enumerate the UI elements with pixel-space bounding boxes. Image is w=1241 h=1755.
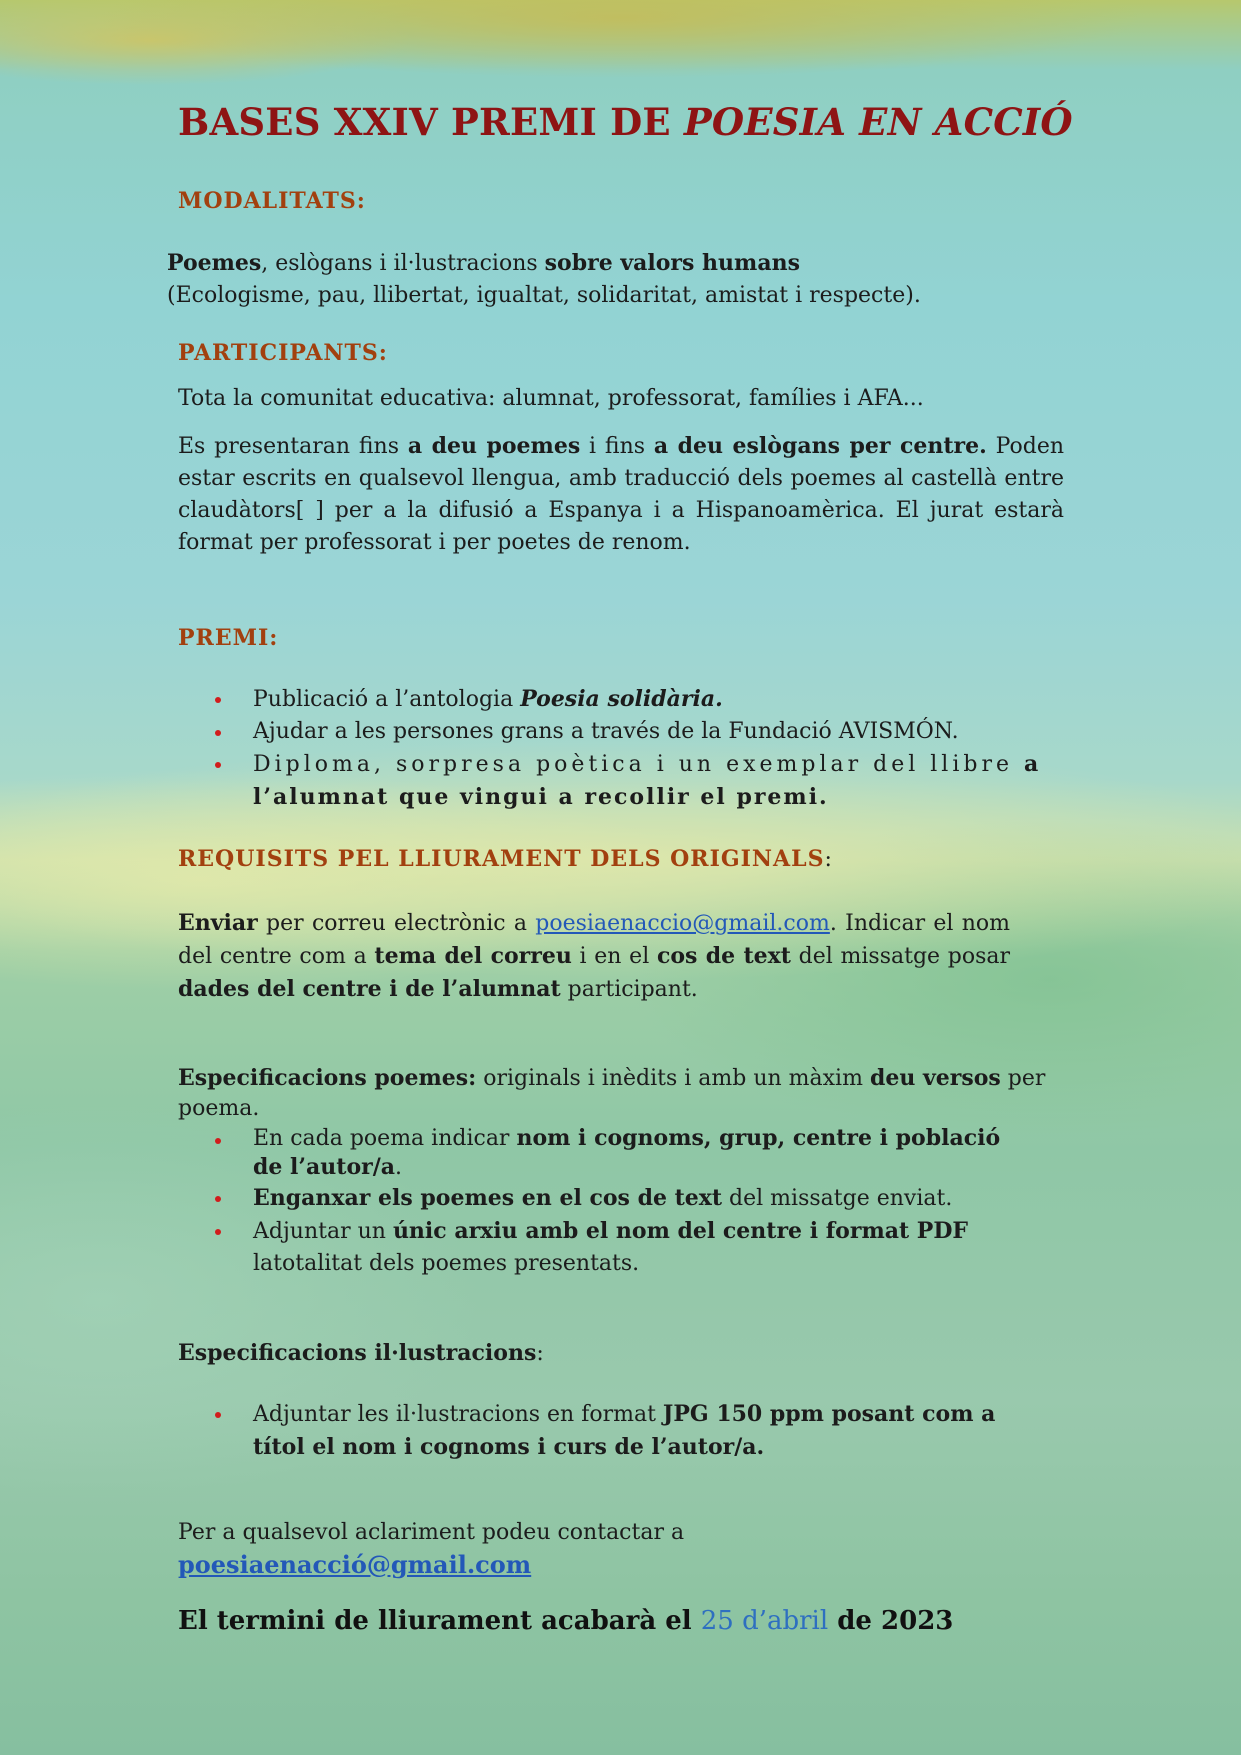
list-item: Diploma, sorpresa poètica i un exemplar del llibre a l’alumnat que vingui a recollir el premi. — [178, 748, 1078, 814]
bullet-icon — [215, 730, 221, 736]
modalitats-text: Poemes, eslògans i il·lustracions sobre valors humans (Ecologisme, pau, llibertat, igualtat, solidaritat, amistat i respecte). — [167, 250, 921, 308]
illustracions-label: Especificacions il·lustracions: — [178, 1340, 544, 1366]
requisits-paragraph: Enviar per correu electrònic a poesiaenaccio@gmail.com. Indicar el nom del centre com a tema del correu i en el cos de text del missatge posar dades del centre i de l’alumnat participant. — [178, 910, 1011, 1002]
participants-paragraph: Es presentaran fins a deu poemes i fins a deu eslògans per centre. Poden estar escrits en qualsevol llengua, amb traducció dels poemes al castellà entre claudàtors[ ] per a la difusió a Espanya i a Hispanoamèrica. El jurat estarà format per professorat i per poetes de renom. — [178, 433, 1065, 555]
title-italic: POESIA EN ACCIÓ — [683, 100, 1073, 144]
contact-email-link[interactable]: poesiaenacció@gmail.com — [178, 1550, 532, 1579]
poemes-spec: Especificacions poemes: originals i inèdits i amb un màxim deu versos per poema. En cada poema indicar nom i cognoms, grup, centre i població de l’autor/a. Enganxar els poemes en el cos de text del missatge enviat. Adjuntar un únic arxiu amb el nom del centre i format PDF latotalitat dels poemes presentats. — [178, 1063, 1058, 1280]
heading-requisits: REQUISITS PEL LLIURAMENT DELS ORIGINALS: — [178, 846, 833, 872]
title-main: BASES XXIV PREMI DE — [178, 100, 684, 144]
bullet-icon — [215, 762, 221, 768]
heading-premi: PREMI: — [178, 625, 279, 651]
list-item: Ajudar a les persones grans a través de la Fundació AVISMÓN. — [178, 716, 1078, 748]
list-item: Publicació a l’antologia Poesia solidària. — [178, 683, 1078, 716]
bullet-icon — [215, 1412, 221, 1418]
bullet-icon — [215, 1196, 221, 1202]
list-item: Enganxar els poemes en el cos de text del missatge enviat. — [178, 1182, 1058, 1215]
list-item: En cada poema indicar nom i cognoms, grup, centre i població de l’autor/a. — [178, 1124, 1058, 1182]
list-item: Adjuntar un únic arxiu amb el nom del centre i format PDF latotalitat dels poemes presentats. — [178, 1215, 1058, 1280]
email-link[interactable]: poesiaenaccio@gmail.com — [535, 911, 830, 936]
deadline: El termini de lliurament acabarà el 25 d’abril de 2023 — [178, 1606, 954, 1636]
contact: Per a qualsevol aclariment podeu contactar a poesiaenacció@gmail.com — [178, 1520, 685, 1579]
bullet-icon — [215, 1229, 221, 1235]
heading-participants: PARTICIPANTS: — [178, 340, 388, 366]
premi-list — [178, 683, 1078, 814]
page-title — [178, 100, 1073, 144]
list-item: Adjuntar les il·lustracions en format JPG 150 ppm posant com a títol el nom i cognoms i curs de l’autor/a. — [178, 1398, 1058, 1464]
illustracions-list — [178, 1398, 1058, 1464]
heading-modalitats: MODALITATS: — [178, 188, 366, 214]
bullet-icon — [215, 697, 221, 703]
bullet-icon — [215, 1138, 221, 1144]
participants-line: Tota la comunitat educativa: alumnat, professorat, famílies i AFA... — [178, 386, 924, 411]
